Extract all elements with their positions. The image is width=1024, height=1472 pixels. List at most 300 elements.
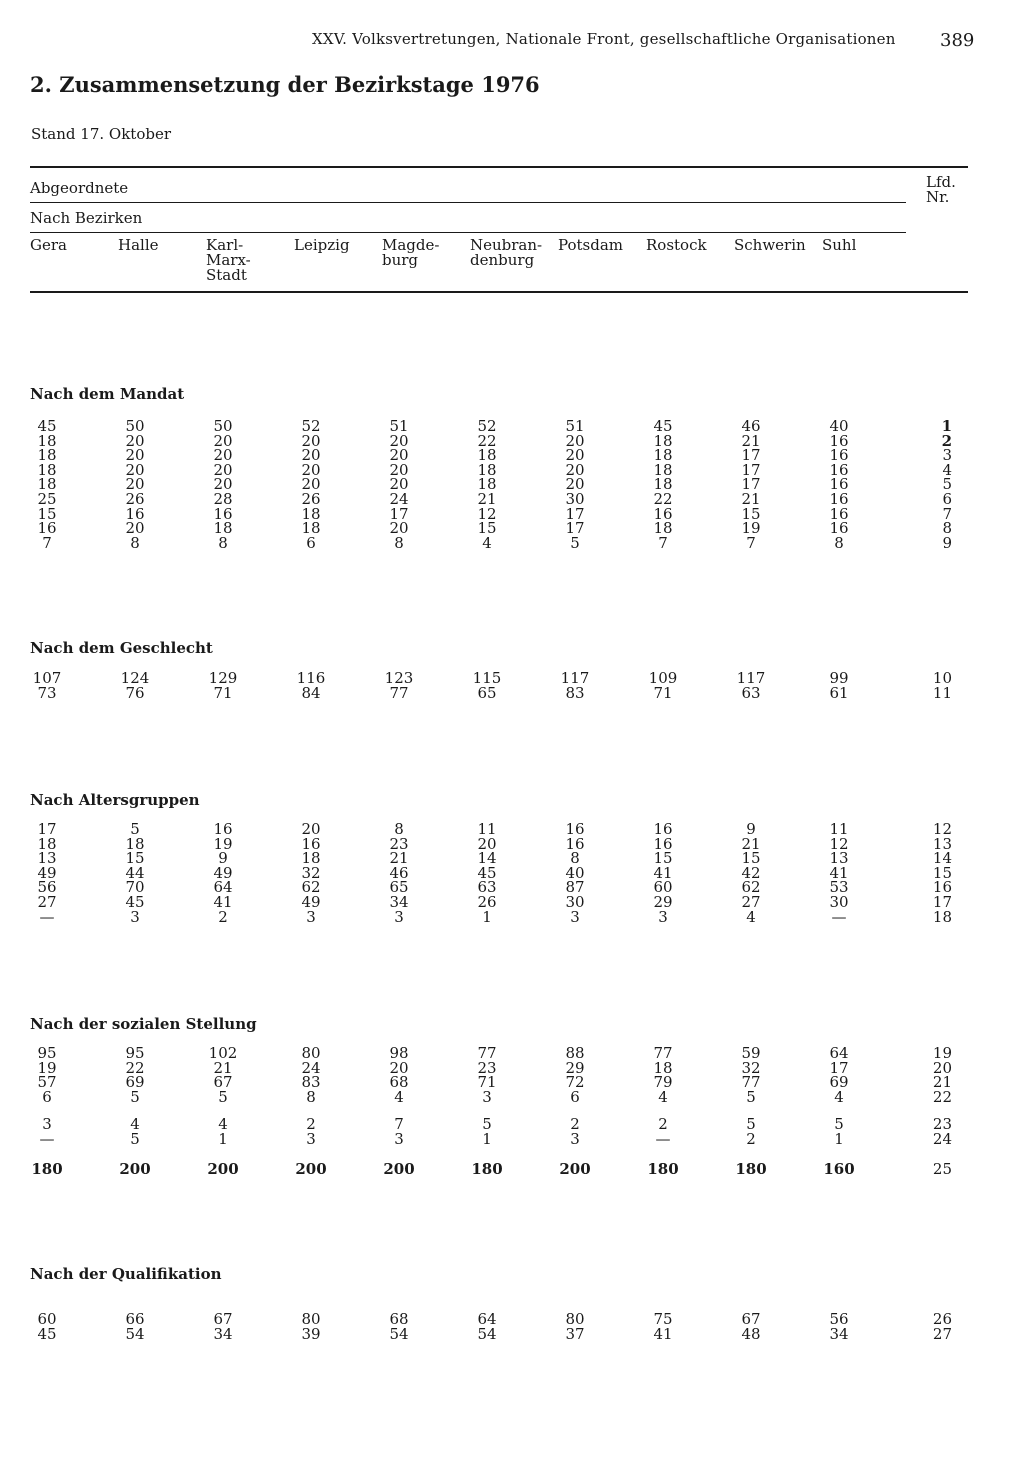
table-cell: 1 — [834, 1130, 844, 1148]
table-cell: 16 — [829, 461, 849, 479]
column-header-line: Suhl — [822, 236, 857, 254]
table-cell: 77 — [389, 684, 409, 702]
table-cell: 3 — [306, 1130, 316, 1148]
table-cell: 16 — [301, 835, 321, 853]
table-cell: 49 — [301, 893, 321, 911]
table-cell: 20 — [301, 820, 321, 838]
column-header-7 — [558, 238, 648, 253]
table-cell: 20 — [389, 461, 409, 479]
table-cell: 49 — [37, 864, 57, 882]
table-cell: 67 — [741, 1310, 761, 1328]
table-cell: 21 — [477, 490, 497, 508]
table-cell: 20 — [213, 432, 233, 450]
table-cell: 18 — [213, 519, 233, 537]
row-number: 17 — [932, 893, 952, 911]
table-row — [0, 1075, 1000, 1090]
row-number: 2 — [941, 432, 952, 450]
table-cell: 54 — [477, 1325, 497, 1343]
table-cell: 21 — [741, 835, 761, 853]
table-cell: 95 — [125, 1044, 145, 1062]
column-header-4 — [294, 238, 384, 253]
section-label: Nach dem Geschlecht — [30, 639, 213, 657]
column-header-10 — [822, 238, 912, 253]
table-cell: 6 — [570, 1088, 580, 1106]
table-cell: 160 — [823, 1160, 855, 1178]
table-cell: 22 — [125, 1059, 145, 1077]
header-lfd-line1: Lfd. — [926, 173, 956, 191]
table-cell: 80 — [301, 1310, 321, 1328]
table-row — [0, 866, 1000, 881]
table-cell: 16 — [653, 835, 673, 853]
table-cell: 17 — [565, 519, 585, 537]
row-number: 3 — [942, 446, 952, 464]
table-cell: 16 — [213, 820, 233, 838]
running-title: XXV. Volksvertretungen, Nationale Front, gesellschaftliche Organisationen — [312, 30, 896, 48]
table-cell: 41 — [653, 864, 673, 882]
table-cell: 18 — [37, 835, 57, 853]
table-cell: 11 — [477, 820, 497, 838]
table-cell: 15 — [477, 519, 497, 537]
table-cell: 17 — [565, 505, 585, 523]
table-cell: 67 — [213, 1310, 233, 1328]
table-cell: 27 — [741, 893, 761, 911]
table-cell: 15 — [653, 849, 673, 867]
section-label: Nach der Qualifikation — [30, 1265, 222, 1283]
table-cell: 14 — [477, 849, 497, 867]
table-cell: 20 — [477, 835, 497, 853]
row-number: 20 — [932, 1059, 952, 1077]
row-number: 27 — [932, 1325, 952, 1343]
table-cell: 59 — [741, 1044, 761, 1062]
table-cell: 1 — [218, 1130, 228, 1148]
table-cell: 30 — [565, 893, 585, 911]
table-cell: 200 — [559, 1160, 591, 1178]
table-cell: 18 — [653, 519, 673, 537]
column-header-3 — [206, 238, 296, 283]
table-cell: 52 — [477, 417, 497, 435]
table-cell: 18 — [477, 461, 497, 479]
section-label: Nach Altersgruppen — [30, 791, 200, 809]
table-cell: 16 — [653, 505, 673, 523]
table-cell: 18 — [653, 432, 673, 450]
table-cell: 180 — [471, 1160, 503, 1178]
table-cell: 3 — [42, 1115, 52, 1133]
column-header-line: Leipzig — [294, 236, 350, 254]
table-cell: 52 — [301, 417, 321, 435]
table-cell: 63 — [477, 878, 497, 896]
header-lfd-nr — [926, 175, 962, 205]
table-cell: 2 — [306, 1115, 316, 1133]
table-cell: 45 — [37, 417, 57, 435]
row-number: 11 — [932, 684, 952, 702]
header-bottom-rule — [30, 291, 968, 293]
table-cell: 8 — [394, 534, 404, 552]
table-row — [0, 1312, 1000, 1327]
table-cell: 99 — [829, 669, 849, 687]
header-divider-abgeordnete — [30, 202, 906, 203]
table-cell: 16 — [565, 820, 585, 838]
table-cell: 67 — [213, 1073, 233, 1091]
table-cell: 107 — [32, 669, 62, 687]
table-cell: 2 — [218, 908, 228, 926]
table-cell: 60 — [653, 878, 673, 896]
table-cell: 17 — [741, 461, 761, 479]
table-cell: 27 — [37, 893, 57, 911]
table-cell: 5 — [834, 1115, 844, 1133]
table-cell: 20 — [301, 446, 321, 464]
table-row — [0, 671, 1000, 686]
table-cell: 7 — [394, 1115, 404, 1133]
table-cell: 29 — [565, 1059, 585, 1077]
table-cell: 57 — [37, 1073, 57, 1091]
table-cell: 18 — [653, 461, 673, 479]
column-header-line: Rostock — [646, 236, 707, 254]
column-header-8 — [646, 238, 736, 253]
table-cell: 9 — [218, 849, 228, 867]
table-cell: 4 — [482, 534, 492, 552]
table-cell: 20 — [125, 519, 145, 537]
table-cell: 62 — [301, 878, 321, 896]
header-divider-bezirke — [30, 232, 906, 233]
table-cell: 13 — [37, 849, 57, 867]
row-number: 8 — [942, 519, 952, 537]
table-row — [0, 822, 1000, 837]
table-cell: 56 — [829, 1310, 849, 1328]
table-cell: 26 — [477, 893, 497, 911]
table-cell: 17 — [389, 505, 409, 523]
table-cell: 12 — [477, 505, 497, 523]
table-cell: 34 — [829, 1325, 849, 1343]
column-header-line: Potsdam — [558, 236, 624, 254]
table-cell: 79 — [653, 1073, 673, 1091]
table-cell: 15 — [741, 849, 761, 867]
table-cell: 124 — [120, 669, 150, 687]
table-cell: 18 — [37, 446, 57, 464]
table-cell: 5 — [570, 534, 580, 552]
table-row — [0, 521, 1000, 536]
table-cell: 20 — [301, 475, 321, 493]
table-cell: 37 — [565, 1325, 585, 1343]
table-cell: 20 — [389, 519, 409, 537]
table-cell: 200 — [207, 1160, 239, 1178]
table-cell: 200 — [119, 1160, 151, 1178]
table-cell: 23 — [477, 1059, 497, 1077]
table-cell: 51 — [565, 417, 585, 435]
table-cell: 4 — [130, 1115, 140, 1133]
table-cell: 20 — [125, 461, 145, 479]
table-cell: 5 — [482, 1115, 492, 1133]
table-cell: 98 — [389, 1044, 409, 1062]
table-cell: 56 — [37, 878, 57, 896]
table-cell: 49 — [213, 864, 233, 882]
row-number: 26 — [932, 1310, 952, 1328]
table-cell: 76 — [125, 684, 145, 702]
row-number: 1 — [941, 417, 952, 435]
table-cell: 200 — [295, 1160, 327, 1178]
table-row — [0, 1162, 1000, 1177]
table-cell: 71 — [653, 684, 673, 702]
table-row — [0, 492, 1000, 507]
table-cell: 16 — [829, 505, 849, 523]
table-cell: 3 — [658, 908, 668, 926]
table-cell: 65 — [389, 878, 409, 896]
table-top-rule — [30, 166, 968, 168]
table-cell: 30 — [565, 490, 585, 508]
table-cell: 6 — [42, 1088, 52, 1106]
table-cell: 25 — [37, 490, 57, 508]
table-cell: — — [39, 908, 55, 926]
table-cell: 28 — [213, 490, 233, 508]
table-cell: 5 — [218, 1088, 228, 1106]
table-cell: 64 — [829, 1044, 849, 1062]
table-cell: 18 — [653, 446, 673, 464]
table-cell: 200 — [383, 1160, 415, 1178]
page-number: 389 — [940, 30, 975, 51]
column-header-line: burg — [382, 251, 419, 269]
table-cell: 20 — [565, 461, 585, 479]
table-cell: 20 — [565, 432, 585, 450]
table-cell: 45 — [653, 417, 673, 435]
column-header-line: Marx- — [206, 251, 251, 269]
table-cell: 129 — [208, 669, 238, 687]
table-cell: 20 — [389, 432, 409, 450]
column-header-9 — [734, 238, 824, 253]
table-cell: 3 — [570, 908, 580, 926]
table-cell: 83 — [301, 1073, 321, 1091]
table-row — [0, 477, 1000, 492]
column-header-1 — [30, 238, 120, 253]
row-number: 4 — [942, 461, 952, 479]
row-number: 13 — [932, 835, 952, 853]
row-number: 10 — [932, 669, 952, 687]
table-cell: 20 — [213, 475, 233, 493]
table-cell: 16 — [125, 505, 145, 523]
row-number: 25 — [932, 1160, 952, 1178]
table-row — [0, 448, 1000, 463]
table-cell: 18 — [477, 475, 497, 493]
table-cell: 2 — [746, 1130, 756, 1148]
table-cell: 29 — [653, 893, 673, 911]
table-row — [0, 463, 1000, 478]
table-cell: 18 — [37, 461, 57, 479]
table-cell: 13 — [829, 849, 849, 867]
table-row — [0, 1090, 1000, 1105]
table-cell: 17 — [741, 475, 761, 493]
table-cell: 3 — [306, 908, 316, 926]
table-cell: 8 — [306, 1088, 316, 1106]
table-cell: 4 — [746, 908, 756, 926]
table-cell: 75 — [653, 1310, 673, 1328]
column-header-line: denburg — [470, 251, 535, 269]
table-cell: 16 — [565, 835, 585, 853]
table-row — [0, 434, 1000, 449]
table-cell: 20 — [301, 432, 321, 450]
table-cell: 7 — [746, 534, 756, 552]
table-cell: 40 — [565, 864, 585, 882]
table-cell: 3 — [570, 1130, 580, 1148]
page-title: 2. Zusammensetzung der Bezirkstage 1976 — [30, 72, 540, 97]
table-cell: 4 — [658, 1088, 668, 1106]
table-cell: 3 — [130, 908, 140, 926]
table-cell: 22 — [477, 432, 497, 450]
table-cell: 34 — [389, 893, 409, 911]
table-cell: 32 — [301, 864, 321, 882]
column-header-line: Neubran- — [470, 236, 543, 254]
table-cell: 12 — [829, 835, 849, 853]
table-cell: 71 — [477, 1073, 497, 1091]
table-cell: 20 — [565, 446, 585, 464]
table-cell: 20 — [389, 446, 409, 464]
table-cell: 15 — [741, 505, 761, 523]
header-lfd-line2: Nr. — [926, 188, 950, 206]
table-cell: 61 — [829, 684, 849, 702]
table-cell: 16 — [829, 519, 849, 537]
table-cell: 8 — [834, 534, 844, 552]
table-cell: 7 — [658, 534, 668, 552]
row-number: 15 — [932, 864, 952, 882]
row-number: 22 — [932, 1088, 952, 1106]
table-cell: 66 — [125, 1310, 145, 1328]
table-cell: 5 — [130, 1088, 140, 1106]
table-cell: 80 — [565, 1310, 585, 1328]
table-cell: 15 — [125, 849, 145, 867]
header-abgeordnete: Abgeordnete — [30, 179, 129, 197]
row-number: 18 — [932, 908, 952, 926]
table-cell: 7 — [42, 534, 52, 552]
section-label: Nach der sozialen Stellung — [30, 1015, 257, 1033]
table-cell: 20 — [301, 461, 321, 479]
row-number: 21 — [932, 1073, 952, 1091]
row-number: 9 — [942, 534, 952, 552]
column-header-6 — [470, 238, 560, 268]
table-cell: 18 — [125, 835, 145, 853]
table-cell: 72 — [565, 1073, 585, 1091]
row-number: 16 — [932, 878, 952, 896]
table-cell: 3 — [394, 908, 404, 926]
row-number: 6 — [942, 490, 952, 508]
table-cell: 22 — [653, 490, 673, 508]
table-row — [0, 1061, 1000, 1076]
table-cell: 19 — [213, 835, 233, 853]
table-cell: 180 — [31, 1160, 63, 1178]
table-cell: 20 — [565, 475, 585, 493]
table-cell: 54 — [125, 1325, 145, 1343]
row-number: 5 — [942, 475, 952, 493]
table-cell: 21 — [213, 1059, 233, 1077]
row-number: 19 — [932, 1044, 952, 1062]
table-cell: 77 — [477, 1044, 497, 1062]
table-cell: 45 — [37, 1325, 57, 1343]
table-cell: 41 — [829, 864, 849, 882]
table-cell: 123 — [384, 669, 414, 687]
table-cell: 4 — [834, 1088, 844, 1106]
table-cell: 54 — [389, 1325, 409, 1343]
table-cell: 20 — [125, 475, 145, 493]
column-header-line: Halle — [118, 236, 159, 254]
table-cell: 50 — [125, 417, 145, 435]
table-cell: 39 — [301, 1325, 321, 1343]
table-cell: 18 — [653, 475, 673, 493]
table-cell: 64 — [477, 1310, 497, 1328]
table-cell: 69 — [125, 1073, 145, 1091]
table-cell: 24 — [301, 1059, 321, 1077]
table-cell: 77 — [741, 1073, 761, 1091]
table-cell: 45 — [477, 864, 497, 882]
table-cell: 16 — [829, 432, 849, 450]
table-cell: 9 — [746, 820, 756, 838]
table-row — [0, 1132, 1000, 1147]
table-row — [0, 910, 1000, 925]
table-cell: 117 — [736, 669, 766, 687]
table-cell: 19 — [37, 1059, 57, 1077]
table-cell: 46 — [389, 864, 409, 882]
table-cell: 4 — [394, 1088, 404, 1106]
table-cell: 5 — [130, 1130, 140, 1148]
table-cell: 84 — [301, 684, 321, 702]
table-cell: 42 — [741, 864, 761, 882]
table-cell: 62 — [741, 878, 761, 896]
table-row — [0, 536, 1000, 551]
table-cell: 77 — [653, 1044, 673, 1062]
table-cell: 180 — [647, 1160, 679, 1178]
table-cell: 26 — [125, 490, 145, 508]
table-cell: 68 — [389, 1073, 409, 1091]
table-row — [0, 1117, 1000, 1132]
table-cell: 40 — [829, 417, 849, 435]
table-cell: 116 — [296, 669, 326, 687]
table-cell: 71 — [213, 684, 233, 702]
row-number: 24 — [932, 1130, 952, 1148]
table-cell: 53 — [829, 878, 849, 896]
row-number: 12 — [932, 820, 952, 838]
table-cell: 64 — [213, 878, 233, 896]
table-cell: 69 — [829, 1073, 849, 1091]
table-cell: 109 — [648, 669, 678, 687]
table-cell: 1 — [482, 908, 492, 926]
table-row — [0, 851, 1000, 866]
table-cell: 17 — [37, 820, 57, 838]
column-header-line: Gera — [30, 236, 67, 254]
table-cell: 18 — [301, 519, 321, 537]
table-cell: 15 — [37, 505, 57, 523]
table-cell: 20 — [213, 446, 233, 464]
table-cell: 20 — [389, 1059, 409, 1077]
table-cell: 83 — [565, 684, 585, 702]
table-cell: 46 — [741, 417, 761, 435]
table-cell: 18 — [477, 446, 497, 464]
table-cell: 20 — [213, 461, 233, 479]
row-number: 23 — [932, 1115, 952, 1133]
table-cell: 88 — [565, 1044, 585, 1062]
table-cell: 115 — [472, 669, 502, 687]
table-cell: 18 — [37, 475, 57, 493]
table-cell: 20 — [389, 475, 409, 493]
table-cell: 18 — [301, 505, 321, 523]
table-cell: 6 — [306, 534, 316, 552]
table-cell: 21 — [741, 490, 761, 508]
table-cell: 8 — [394, 820, 404, 838]
table-cell: 16 — [653, 820, 673, 838]
table-cell: 8 — [570, 849, 580, 867]
table-cell: 50 — [213, 417, 233, 435]
table-row — [0, 895, 1000, 910]
header-nach-bezirken: Nach Bezirken — [30, 209, 143, 227]
column-header-line: Magde- — [382, 236, 440, 254]
table-row — [0, 419, 1000, 434]
table-cell: 18 — [653, 1059, 673, 1077]
table-cell: 32 — [741, 1059, 761, 1077]
table-cell: 41 — [213, 893, 233, 911]
